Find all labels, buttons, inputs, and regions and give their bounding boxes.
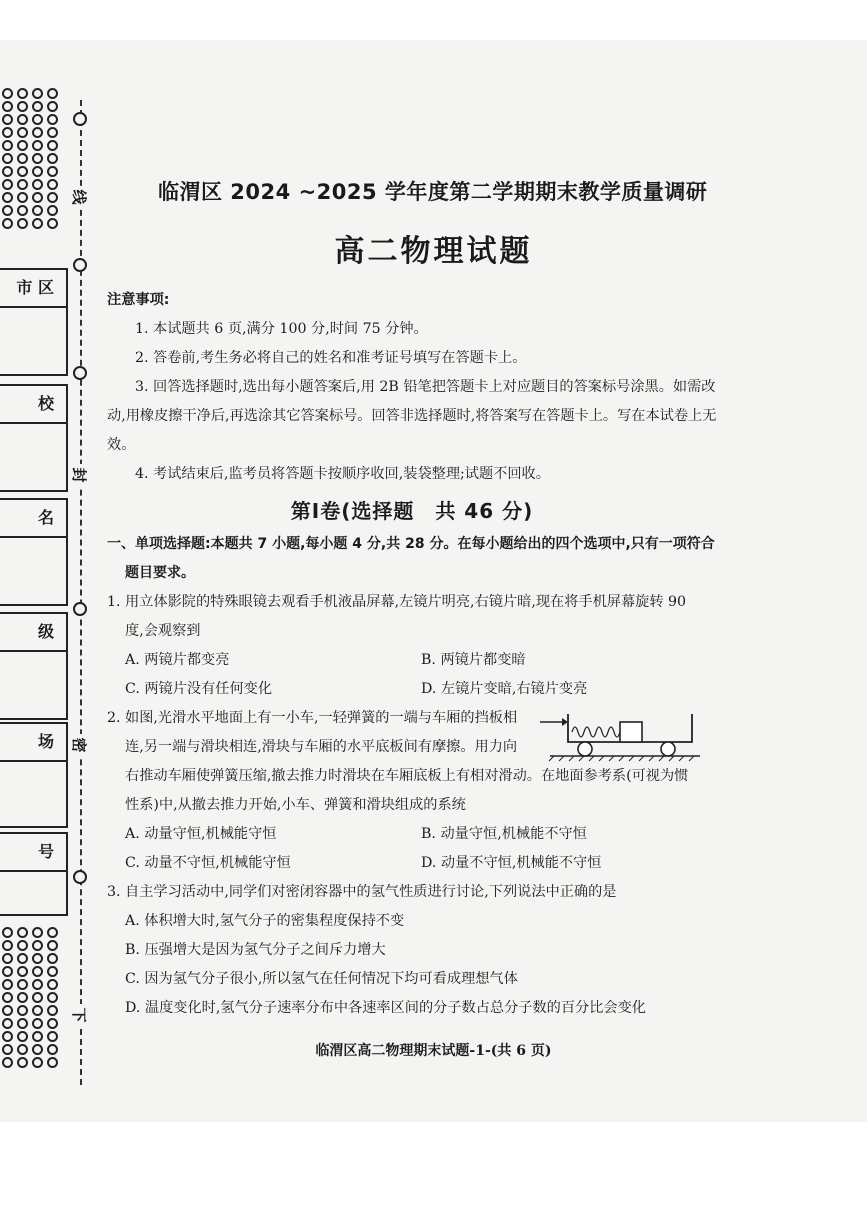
binding-dot <box>47 101 58 112</box>
binding-circle <box>73 870 87 884</box>
question-2-option-b: B. 动量守恒,机械能不守恒 <box>421 826 587 842</box>
binding-dot <box>32 153 43 164</box>
binding-dot <box>17 101 28 112</box>
binding-dot <box>17 127 28 138</box>
question-1-option-a: A. 两镜片都变亮 <box>125 652 230 668</box>
binding-dot <box>32 1005 43 1016</box>
question-1-option-d: D. 左镜片变暗,右镜片变亮 <box>421 681 588 697</box>
binding-dot <box>47 1018 58 1029</box>
binding-dot <box>2 979 13 990</box>
push-arrow-head <box>562 718 568 726</box>
binding-dot <box>32 1018 43 1029</box>
binding-dot <box>2 101 13 112</box>
binding-dot <box>47 153 58 164</box>
notice-item-2: 2. 答卷前,考生务必将自己的姓名和准考证号填写在答题卡上。 <box>135 350 527 366</box>
page-footer: 临渭区高二物理期末试题-1-(共 6 页) <box>315 1043 552 1059</box>
binding-dot <box>32 992 43 1003</box>
binding-dot <box>32 192 43 203</box>
field-name[interactable] <box>0 498 68 606</box>
binding-dot <box>32 88 43 99</box>
binding-dot <box>32 127 43 138</box>
binding-dot <box>2 166 13 177</box>
binding-dot <box>47 992 58 1003</box>
binding-dot <box>17 1018 28 1029</box>
binding-dot <box>32 979 43 990</box>
cart-wheel-left <box>578 742 592 756</box>
binding-word-xia: 下 <box>70 1004 88 1026</box>
field-label-room: 场 <box>0 724 68 762</box>
binding-dot <box>32 205 43 216</box>
question-3-option-b: B. 压强增大是因为氢气分子之间斥力增大 <box>125 942 386 958</box>
binding-dot <box>47 953 58 964</box>
binding-dot <box>17 88 28 99</box>
binding-dot <box>2 966 13 977</box>
question-3-option-a: A. 体积增大时,氢气分子的密集程度保持不变 <box>125 913 405 929</box>
binding-dot <box>47 114 58 125</box>
question-2-option-c: C. 动量不守恒,机械能守恒 <box>125 855 291 871</box>
binding-dot <box>32 166 43 177</box>
field-district[interactable] <box>0 268 68 376</box>
notice-item-1: 1. 本试题共 6 页,满分 100 分,时间 75 分钟。 <box>135 321 428 337</box>
binding-circle <box>73 602 87 616</box>
binding-dot <box>2 127 13 138</box>
binding-dot <box>2 927 13 938</box>
binding-dot <box>2 192 13 203</box>
binding-dot <box>2 940 13 951</box>
binding-dot <box>17 927 28 938</box>
binding-dot <box>47 205 58 216</box>
binding-dot <box>2 179 13 190</box>
binding-dot <box>2 1005 13 1016</box>
binding-dot <box>32 114 43 125</box>
exam-subject: 高二物理试题 <box>334 234 533 269</box>
question-1 <box>107 588 717 704</box>
cart-spring-block-diagram <box>540 712 700 762</box>
binding-dot <box>32 927 43 938</box>
question-2-option-a: A. 动量守恒,机械能守恒 <box>125 826 277 842</box>
field-label-number: 号 <box>0 834 68 872</box>
binding-dot <box>17 940 28 951</box>
binding-dot <box>47 140 58 151</box>
binding-dot <box>17 192 28 203</box>
binding-word-mi: 密 <box>70 734 88 756</box>
binding-dot <box>47 127 58 138</box>
binding-dot <box>17 166 28 177</box>
question-2-stem-line4: 性系)中,从撤去推力开始,小车、弹簧和滑块组成的系统 <box>125 797 466 813</box>
binding-dot <box>47 979 58 990</box>
question-1-stem-line1: 1. 用立体影院的特殊眼镜去观看手机液晶屏幕,左镜片明亮,右镜片暗,现在将手机屏幕旋转 90 <box>107 594 687 610</box>
binding-dot <box>17 179 28 190</box>
binding-circle <box>73 366 87 380</box>
question-3-option-c: C. 因为氢气分子很小,所以氢气在任何情况下均可看成理想气体 <box>125 971 518 987</box>
question-2-option-d: D. 动量不守恒,机械能不守恒 <box>421 855 602 871</box>
binding-dot <box>32 179 43 190</box>
binding-dots-top <box>2 88 62 229</box>
field-label-district: 市 区 <box>0 270 68 308</box>
binding-dot <box>2 114 13 125</box>
binding-dot <box>17 992 28 1003</box>
part-heading-line2: 题目要求。 <box>125 565 195 581</box>
binding-dot <box>17 205 28 216</box>
binding-dot <box>2 153 13 164</box>
question-3-option-d: D. 温度变化时,氢气分子速率分布中各速率区间的分子数占总分子数的百分比会变化 <box>125 1000 646 1016</box>
binding-dot <box>47 940 58 951</box>
notice-item-3: 3. 回答选择题时,选出每小题答案后,用 2B 铅笔把答题卡上对应题目的答案标号涂黑。如需改动,用橡皮擦干净后,再选涂其它答案标号。回答非选择题时,将答案写在答题卡上。写在本试卷上无效。 <box>107 379 717 453</box>
binding-dot <box>32 940 43 951</box>
binding-dot <box>2 88 13 99</box>
binding-dot <box>17 1005 28 1016</box>
field-class[interactable] <box>0 612 68 720</box>
spring <box>572 727 620 737</box>
slider-block <box>620 722 642 742</box>
question-2-stem-line2: 连,另一端与滑块相连,滑块与车厢的水平底板间有摩擦。用力向 <box>125 739 518 755</box>
question-1-option-c: C. 两镜片没有任何变化 <box>125 681 273 697</box>
field-label-class: 级 <box>0 614 68 652</box>
question-2-stem-line1: 2. 如图,光滑水平地面上有一小车,一轻弹簧的一端与车厢的挡板相 <box>107 710 518 726</box>
binding-circle <box>73 112 87 126</box>
binding-dot <box>32 966 43 977</box>
binding-dot <box>32 953 43 964</box>
binding-dot <box>2 992 13 1003</box>
section-title: 第Ⅰ卷(选择题 共 46 分) <box>290 499 534 523</box>
binding-dot <box>47 966 58 977</box>
question-3-stem: 3. 自主学习活动中,同学们对密闭容器中的氢气性质进行讨论,下列说法中正确的是 <box>107 884 617 900</box>
binding-dot <box>47 927 58 938</box>
question-1-option-b: B. 两镜片都变暗 <box>421 652 526 668</box>
notice-title: 注意事项: <box>107 292 170 308</box>
field-exam-room[interactable] <box>0 722 68 828</box>
binding-dot <box>17 953 28 964</box>
binding-dot <box>2 953 13 964</box>
binding-dot <box>2 1018 13 1029</box>
field-label-school: 校 <box>0 386 68 424</box>
cart-wheel-right <box>661 742 675 756</box>
binding-dot <box>32 140 43 151</box>
exam-content <box>107 286 717 1023</box>
binding-word-xian: 线 <box>70 186 88 208</box>
field-seat-number[interactable] <box>0 832 68 916</box>
binding-dot <box>47 179 58 190</box>
binding-dot <box>17 966 28 977</box>
binding-dot <box>47 192 58 203</box>
binding-dot <box>2 140 13 151</box>
binding-dot <box>17 979 28 990</box>
binding-dot <box>32 101 43 112</box>
binding-dot <box>47 88 58 99</box>
exam-title: 临渭区 2024 ~2025 学年度第二学期期末教学质量调研 <box>158 180 708 204</box>
question-2-stem-line3: 右推动车厢使弹簧压缩,撤去推力时滑块在车厢底板上有相对滑动。在地面参考系(可视为惯 <box>125 768 689 784</box>
notice-item-4: 4. 考试结束后,监考员将答题卡按顺序收回,装袋整理;试题不回收。 <box>135 466 550 482</box>
part-heading-line1: 一、单项选择题:本题共 7 小题,每小题 4 分,共 28 分。在每小题给出的四个选项中,只有一项符合 <box>107 536 715 552</box>
binding-word-feng: 封 <box>70 464 88 486</box>
question-3 <box>107 878 717 1023</box>
field-label-name: 名 <box>0 500 68 538</box>
question-1-stem-line2: 度,会观察到 <box>125 623 201 639</box>
binding-dot <box>17 153 28 164</box>
field-school[interactable] <box>0 384 68 492</box>
binding-dot <box>47 166 58 177</box>
binding-dot <box>17 114 28 125</box>
binding-dot <box>2 205 13 216</box>
binding-dot <box>47 1005 58 1016</box>
binding-dot <box>17 140 28 151</box>
part-heading <box>107 530 717 588</box>
